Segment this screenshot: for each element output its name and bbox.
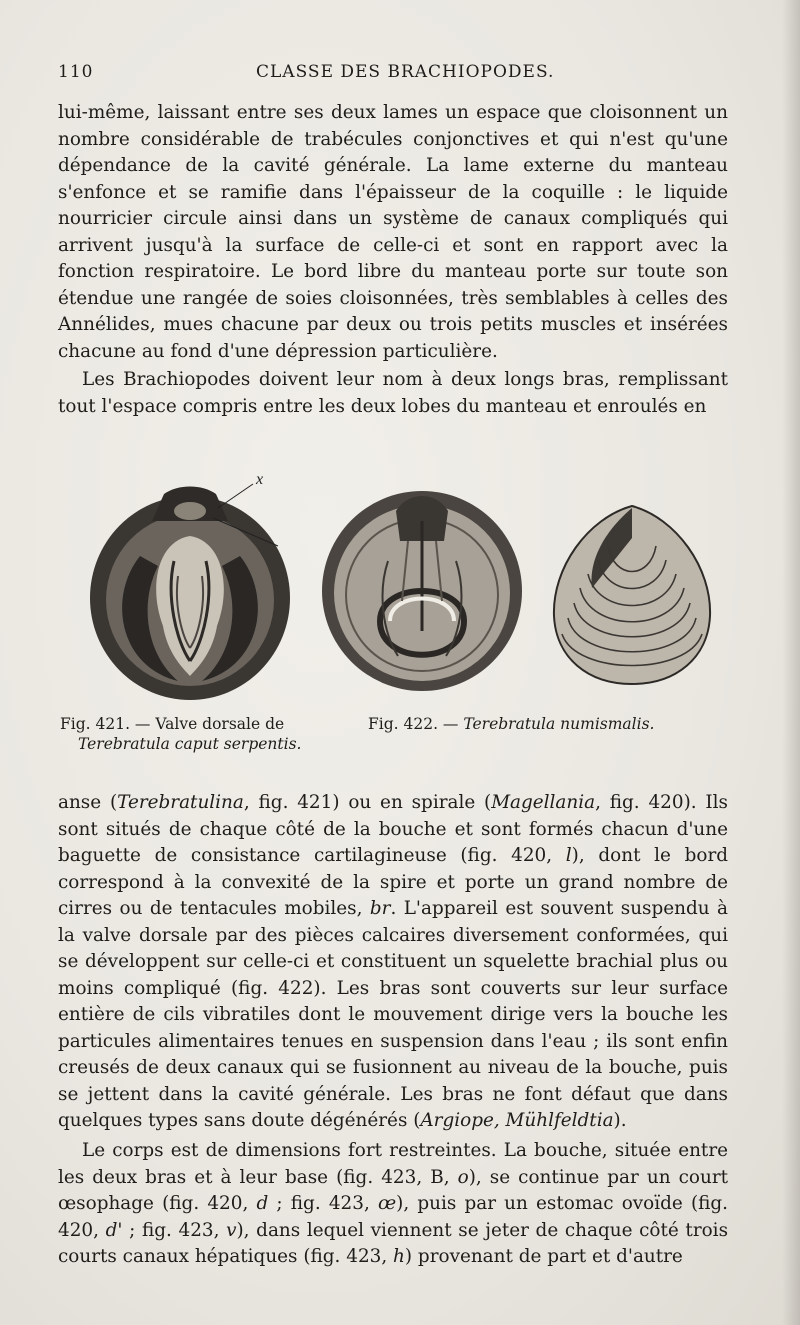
paragraph-arms-detail: anse (Terebratulina, fig. 421) ou en spirale (Magellania, fig. 420). Ils sont situés de chaque côté de la bouche et sont formés chacun d'une baguette de consistance cartilagineuse (fig. 420, l), dont le bord correspond à la convexité de la spire et porte un grand nombre de cirres ou de tentacules mobiles, br. L'appareil est souvent suspendu à la valve dorsale par des pièces calcaires diversement conformées, qui se développent sur celle-ci et constituent un squelette brachial plus ou moins compliqué (fig. 422). Les bras sont couverts sur leur surface entière de cils vibratiles dont le mouvement dirige vers la bouche les particules alimentaires tenues en suspension dans l'eau ; ils sont enfin creusés de deux canaux qui se fusionnent au niveau de la bouche, puis se jettent dans la cavité générale. Les bras ne font défaut que dans quelques types sans doute dégénérés (Argiope, Mühlfeldtia). [58,792,729,1131]
paragraph-arms-intro: Les Brachiopodes doivent leur nom à deux longs bras, remplissant tout l'espace compris entre les deux lobes du manteau et enroulés en [58,369,728,417]
fig-422-illustration-valve [318,481,526,693]
paragraph-body: Le corps est de dimensions fort restreintes. La bouche, située entre les deux bras et à leur base (fig. 423, B, o), se continue par un court œsophage (fig. 420, d ; fig. 423, œ), puis par un estomac ovoïde (fig. 420, d' ; fig. 423, v), dans lequel viennent se jeter de chaque côté trois courts canaux hépatiques (fig. 423, h) provenant de part et d'autre [58,1140,729,1267]
fig-421-illustration [78,466,308,706]
fig-421-caption-label: Fig. 421. — Valve dorsale de [60,715,285,733]
paragraph-mantle: lui-même, laissant entre ses deux lames un espace que cloisonnent un nombre considérable de trabécules conjonctives et qui n'est qu'une dépendance de la cavité générale. La lame externe du manteau s'enfonce et se ramifie dans l'épaisseur de la coquille : le liquide nourricier circule ainsi dans un système de canaux compliqués qui arrivent jusqu'à la surface de celle-ci et sont en rapport avec la fonction respiratoire. Le bord libre du manteau porte sur toute son étendue une rangée de soies cloisonnées, très semblables à celles des Annélides, mues chacune par deux ou trois petits muscles et insérées chacune au fond d'une dépression particulière. [58,102,728,362]
fig-422-caption [368,714,708,734]
fig-421-caption [60,714,350,754]
fig-421-label-x: x [256,471,264,488]
fig-422-illustration-shell [548,498,716,688]
fig-421-caption-species: Terebratula caput serpentis. [78,735,302,753]
page-number: 110 [58,62,94,82]
fig-422-caption-label: Fig. 422. — [368,715,464,733]
running-head: CLASSE DES BRACHIOPODES. [256,62,555,82]
fig-422-caption-species: Terebratula numismalis. [463,715,655,733]
figure-block [0,448,800,708]
page-header [58,62,728,88]
